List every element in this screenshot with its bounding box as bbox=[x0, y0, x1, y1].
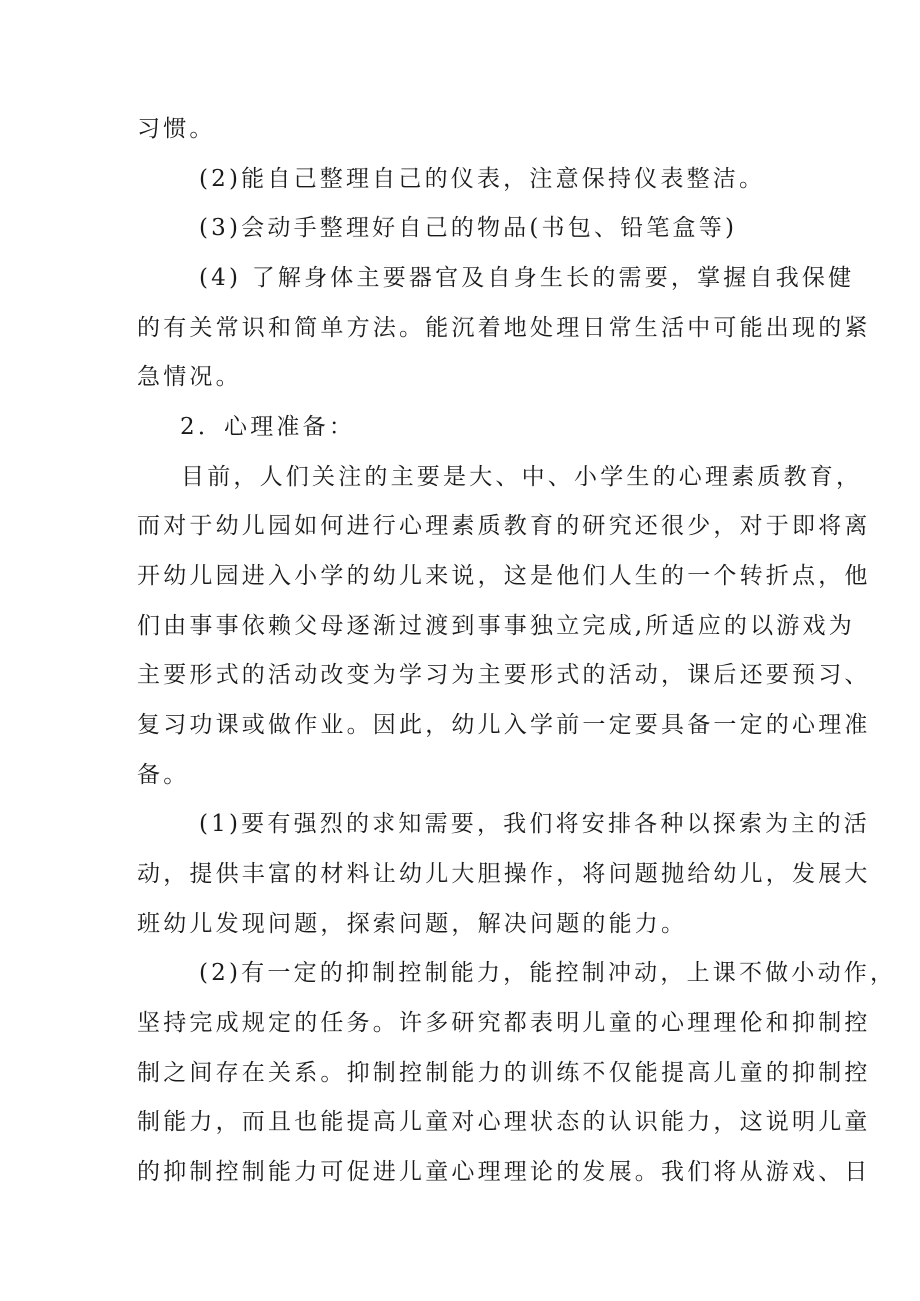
text-line: 坚持完成规定的任务。许多研究都表明儿童的心理理伦和抑制控 bbox=[137, 1010, 871, 1036]
section-heading: 2．心理准备： bbox=[180, 414, 356, 440]
text-line: (2)有一定的抑制控制能力，能控制冲动，上课不做小动作， bbox=[199, 960, 897, 986]
text-line: 而对于幼儿园如何进行心理素质教育的研究还很少，对于即将离 bbox=[137, 513, 871, 539]
text-line: 班幼儿发现问题，探索问题，解决问题的能力。 bbox=[137, 911, 688, 937]
text-line: (3)会动手整理好自己的物品(书包、铅笔盒等) bbox=[199, 215, 738, 241]
text-line: 制之间存在关系。抑制控制能力的训练不仅能提高儿童的抑制控 bbox=[137, 1060, 871, 1086]
text-line: (4) 了解身体主要器官及自身生长的需要，掌握自我保健 bbox=[199, 265, 855, 291]
text-line: 的抑制控制能力可促进儿童心理理论的发展。我们将从游戏、日 bbox=[137, 1159, 871, 1185]
text-line: (1)要有强烈的求知需要，我们将安排各种以探索为主的活 bbox=[199, 811, 870, 837]
text-line: 们由事事依赖父母逐渐过渡到事事独立完成,所适应的以游戏为 bbox=[137, 613, 855, 639]
text-line: 习惯。 bbox=[137, 116, 216, 142]
text-line: 备。 bbox=[137, 762, 190, 788]
text-line: 动，提供丰富的材料让幼儿大胆操作，将问题抛给幼儿，发展大 bbox=[137, 861, 871, 887]
text-line: 开幼儿园进入小学的幼儿来说，这是他们人生的一个转折点，他 bbox=[137, 563, 871, 589]
text-line: 的有关常识和简单方法。能沉着地处理日常生活中可能出现的紧 bbox=[137, 315, 871, 341]
text-line: 急情况。 bbox=[137, 364, 242, 390]
text-line: 制能力，而且也能提高儿童对心理状态的认识能力，这说明儿童 bbox=[137, 1109, 871, 1135]
text-line: (2)能自己整理自己的仪表，注意保持仪表整洁。 bbox=[199, 166, 766, 192]
text-line: 主要形式的活动改变为学习为主要形式的活动，课后还要预习、 bbox=[137, 662, 871, 688]
text-line: 复习功课或做作业。因此，幼儿入学前一定要具备一定的心理准 bbox=[137, 712, 871, 738]
text-line: 目前，人们关注的主要是大、中、小学生的心理素质教育， bbox=[181, 464, 863, 490]
